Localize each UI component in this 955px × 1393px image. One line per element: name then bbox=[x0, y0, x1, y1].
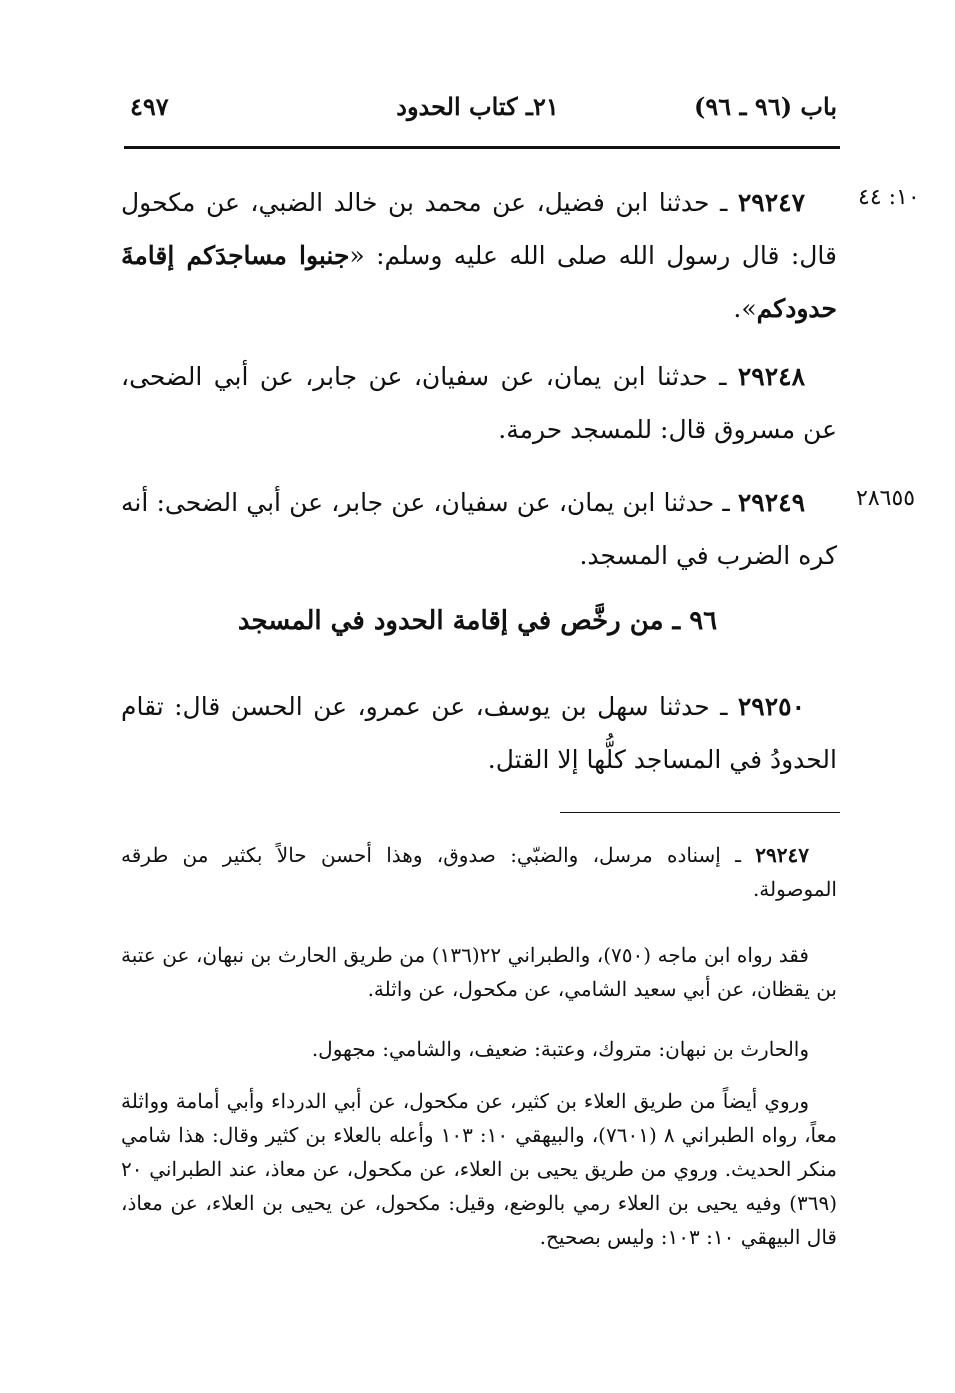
hadith-number: ٢٩٢٤٧ bbox=[737, 188, 805, 217]
footnote-text: وروي أيضاً من طريق العلاء بن كثير، عن مكحول، عن أبي الدرداء وأبي أمامة وواثلة معاً، رواه الطبراني ٨ (٧٦٠١)، والبيهقي ١٠: ١٠٣ وأعله بالعلاء بن كثير وقال: هذا شامي منكر الحديث. وروي من طريق يحيى بن العلاء، عن مكحول، عن معاذ، عند الطبراني ٢٠ (٣٦٩) وفيه يحيى بن العلاء رمي بالوضع، وقيل: مكحول، عن يحيى بن العلاء، عن معاذ، قال البيهقي ١٠: ١٠٣: وليس بصحيح. bbox=[121, 1089, 837, 1249]
hadith-29250 bbox=[121, 680, 837, 786]
footnote-paragraph bbox=[121, 1032, 837, 1066]
header-book-title: ٢١ـ كتاب الحدود bbox=[396, 92, 559, 121]
header-chapter-range: باب (٩٦ ـ ٩٦) bbox=[694, 92, 837, 121]
hadith-29249 bbox=[121, 476, 837, 582]
chapter-title: ٩٦ ـ من رخَّص في إقامة الحدود في المسجد bbox=[237, 606, 718, 636]
footnote-paragraph bbox=[121, 1084, 837, 1254]
margin-note-number: ٢٨٦٥٥ bbox=[856, 486, 916, 511]
hadith-quote: جنبوا مساجدَكم إقامةَ حدودكم bbox=[121, 241, 837, 323]
hadith-text: ـ حدثنا سهل بن يوسف، عن عمرو، عن الحسن قال: تقام الحدودُ في المساجد كلُّها إلا القتل. bbox=[121, 692, 837, 774]
footnote-number: ٢٩٢٤٧ bbox=[755, 843, 809, 867]
hadith-number: ٢٩٢٥٠ bbox=[737, 692, 805, 721]
header-rule bbox=[124, 146, 840, 149]
hadith-29248 bbox=[121, 350, 837, 456]
footnote-29247 bbox=[121, 838, 837, 906]
hadith-text-end: ». bbox=[733, 294, 757, 323]
hadith-29247 bbox=[121, 176, 837, 335]
hadith-text: ـ حدثنا ابن يمان، عن سفيان، عن جابر، عن أبي الضحى: أنه كره الضرب في المسجد. bbox=[121, 488, 837, 570]
footnote-text: والحارث بن نبهان: متروك، وعتبة: ضعيف، والشامي: مجهول. bbox=[311, 1037, 809, 1061]
footnote-separator bbox=[560, 812, 840, 813]
margin-note-reference: ١٠: ٤٤ bbox=[858, 185, 920, 210]
hadith-number: ٢٩٢٤٨ bbox=[737, 362, 805, 391]
footnote-paragraph bbox=[121, 938, 837, 1006]
hadith-text: ـ حدثنا ابن يمان، عن سفيان، عن جابر، عن أبي الضحى، عن مسروق قال: للمسجد حرمة. bbox=[121, 362, 837, 444]
hadith-text: ـ حدثنا ابن فضيل، عن محمد بن خالد الضبي، عن مكحول قال: قال رسول الله صلى الله عليه وسلم: « bbox=[121, 188, 837, 270]
footnote-text: فقد رواه ابن ماجه (٧٥٠)، والطبراني ٢٢(١٣٦) من طريق الحارث بن نبهان، عن عتبة بن يقظان، عن أبي سعيد الشامي، عن مكحول، عن واثلة. bbox=[121, 943, 837, 1001]
hadith-number: ٢٩٢٤٩ bbox=[737, 488, 805, 517]
page-number: ٤٩٧ bbox=[130, 92, 169, 121]
footnote-text: ـ إسناده مرسل، والضبّي: صدوق، وهذا أحسن حالاً بكثير من طرقه الموصولة. bbox=[121, 843, 837, 901]
